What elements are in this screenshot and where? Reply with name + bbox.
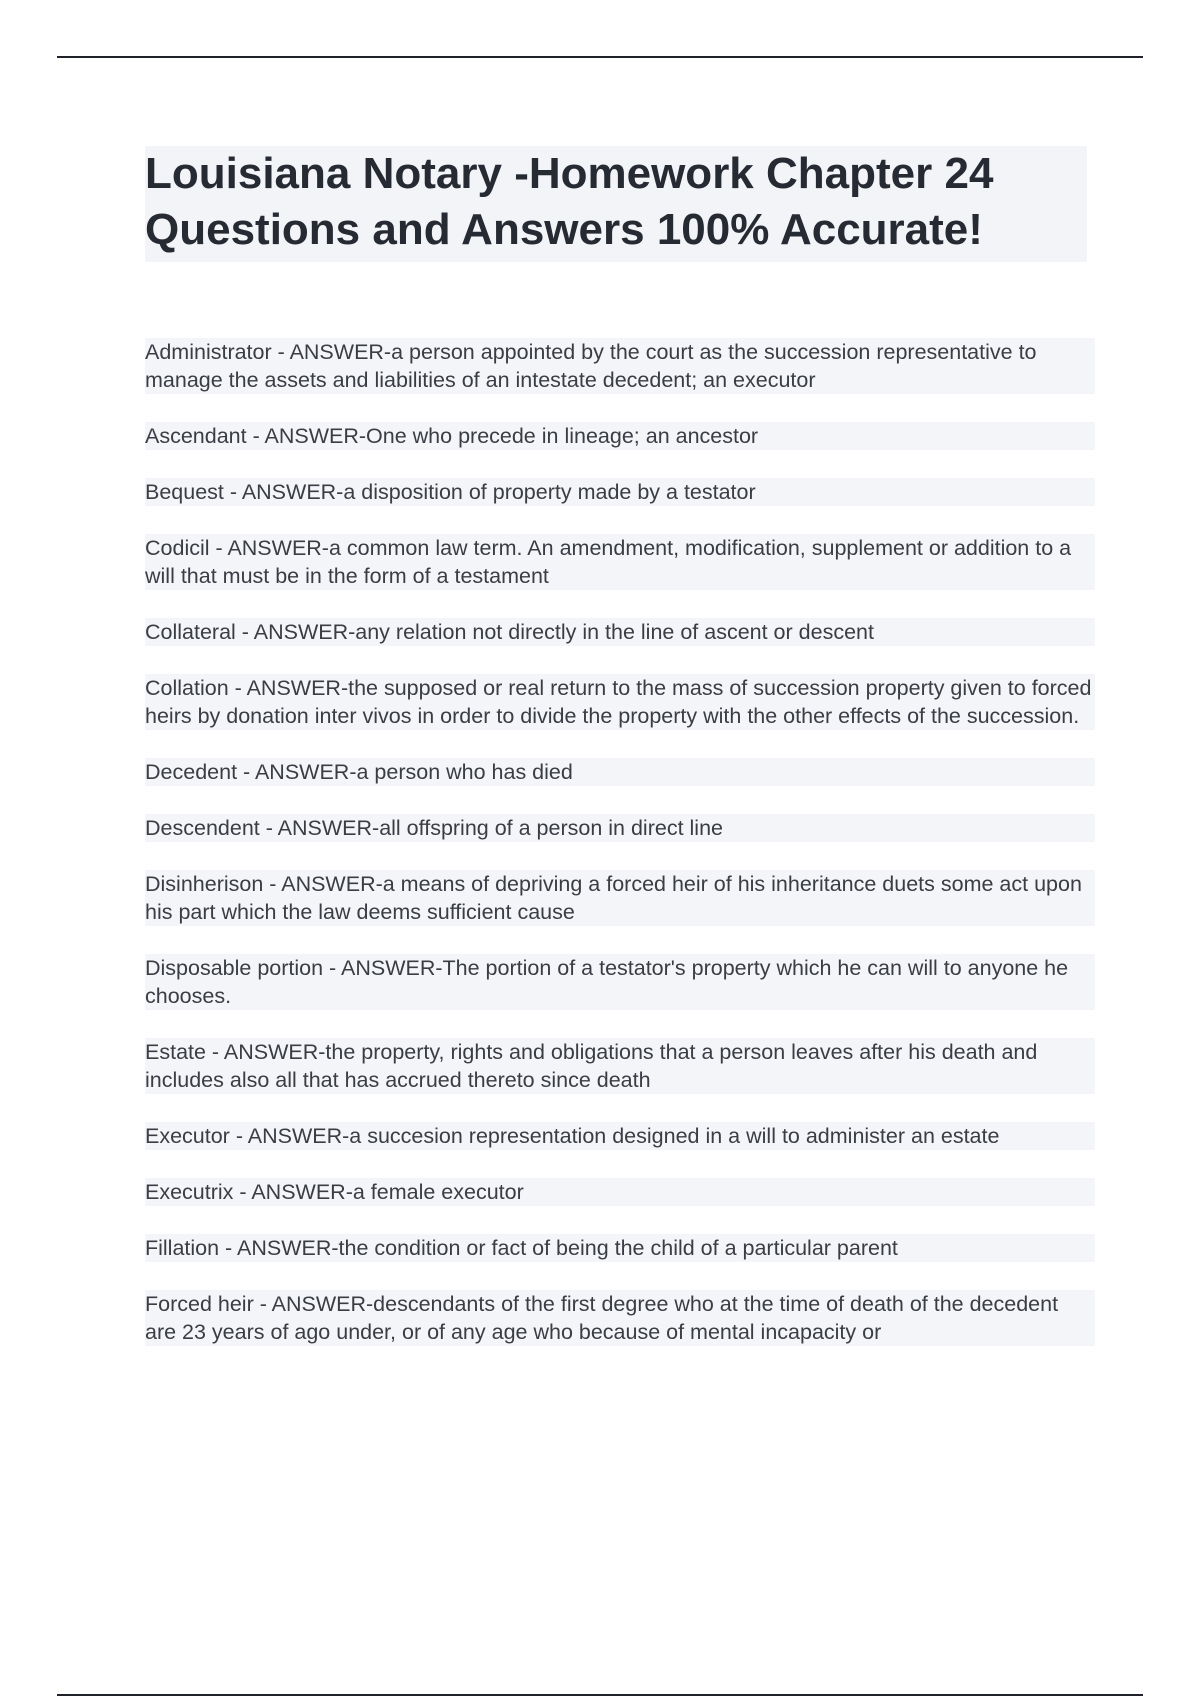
qa-entry-text: Fillation - ANSWER-the condition or fact of being the child of a particular parent [145,1236,898,1260]
qa-entry-text: Codicil - ANSWER-a common law term. An amendment, modification, supplement or addition to a will that must be in the form of a testament [145,536,1072,588]
title-line-2: Questions and Answers 100% Accurate! [145,205,983,254]
qa-entry-codicil [145,534,1095,590]
qa-entry-text: Collateral - ANSWER-any relation not directly in the line of ascent or descent [145,620,874,644]
qa-entry-descendent [145,814,1095,842]
qa-list [145,338,1095,1346]
qa-entry-disposable-portion [145,954,1095,1010]
qa-entry-text: Disinherison - ANSWER-a means of depriving a forced heir of his inheritance duets some act upon his part which the law deems sufficient cause [145,872,1082,924]
qa-entry-bequest [145,478,1095,506]
qa-entry-text: Executrix - ANSWER-a female executor [145,1180,524,1204]
qa-entry-estate [145,1038,1095,1094]
qa-entry-executor [145,1122,1095,1150]
qa-entry-executrix [145,1178,1095,1206]
qa-entry-text: Bequest - ANSWER-a disposition of property made by a testator [145,480,756,504]
qa-entry-fillation [145,1234,1095,1262]
qa-entry-text: Forced heir - ANSWER-descendants of the first degree who at the time of death of the decedent are 23 years of ago under, or of any age who because of mental incapacity or [145,1292,1059,1344]
top-rule [57,56,1143,58]
qa-entry-text: Disposable portion - ANSWER-The portion of a testator's property which he can will to anyone he chooses. [145,956,1069,1008]
qa-entry-ascendant [145,422,1095,450]
page-title [145,146,1087,262]
qa-entry-collateral [145,618,1095,646]
qa-entry-text: Descendent - ANSWER-all offspring of a person in direct line [145,816,723,840]
qa-entry-text: Administrator - ANSWER-a person appointed by the court as the succession representative to manage the assets and liabilities of an intestate decedent; an executor [145,340,1037,392]
qa-entry-collation [145,674,1095,730]
qa-entry-text: Decedent - ANSWER-a person who has died [145,760,573,784]
bottom-rule [57,1694,1143,1696]
qa-entry-decedent [145,758,1095,786]
qa-entry-forced-heir [145,1290,1095,1346]
qa-entry-text: Estate - ANSWER-the property, rights and obligations that a person leaves after his death and includes also all that has accrued thereto since death [145,1040,1038,1092]
qa-entry-administrator [145,338,1095,394]
qa-entry-text: Ascendant - ANSWER-One who precede in lineage; an ancestor [145,424,759,448]
qa-entry-text: Collation - ANSWER-the supposed or real return to the mass of succession property given to forced heirs by donation inter vivos in order to divide the property with the other effects of the succession. [145,676,1092,728]
qa-entry-text: Executor - ANSWER-a succesion representation designed in a will to administer an estate [145,1124,1000,1148]
title-line-1: Louisiana Notary -Homework Chapter 24 [145,149,994,198]
qa-entry-disinherison [145,870,1095,926]
